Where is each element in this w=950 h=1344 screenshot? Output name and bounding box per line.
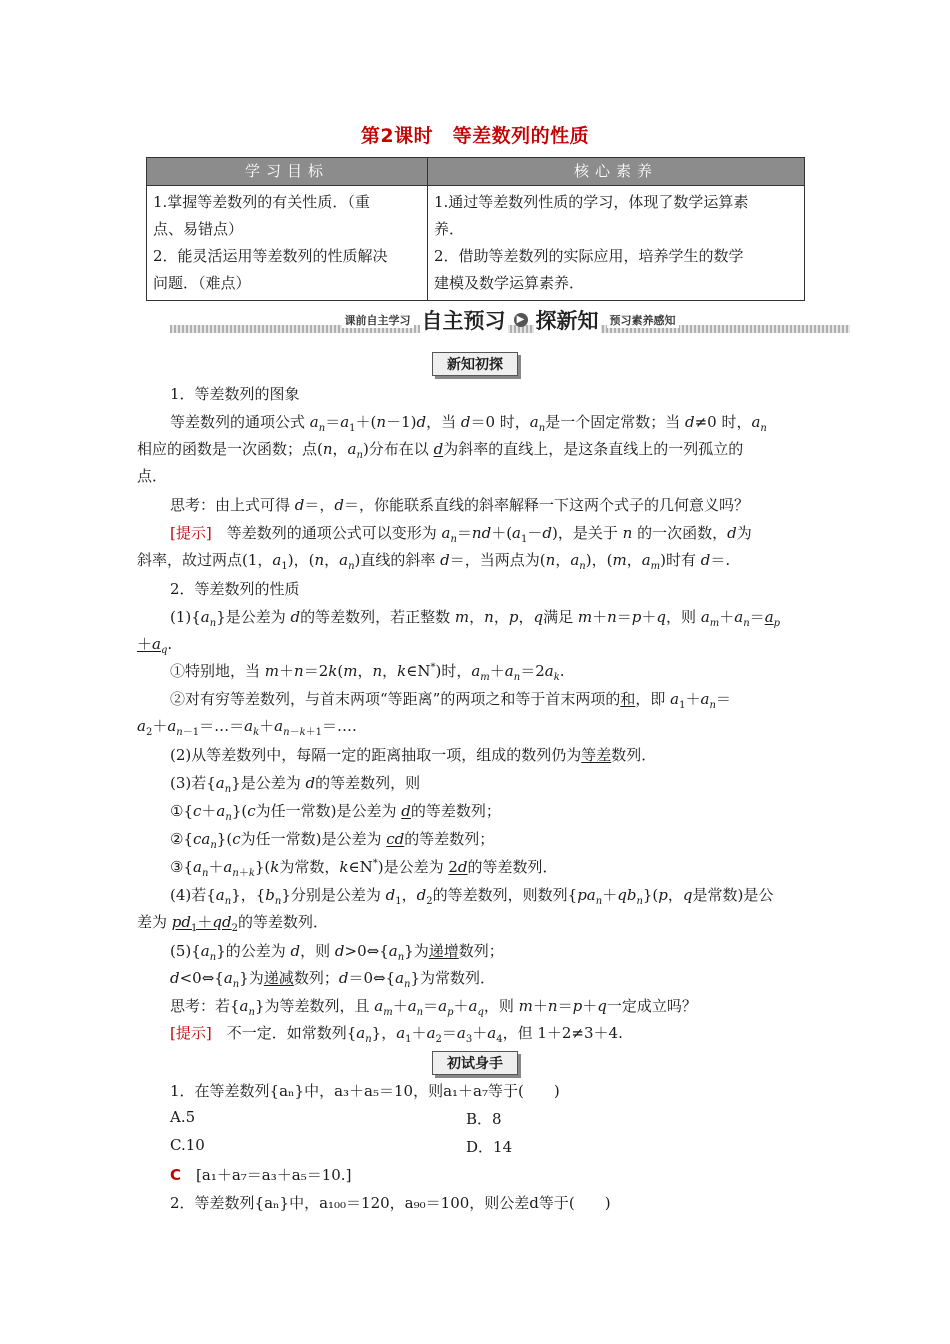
answer-line (170, 1164, 850, 1185)
paragraph: $(1)\{a_n\}$是公差为 d的等差数列，若正整数 m，n，p，q满足 m＋n＝p＋q，则 $a_m+a_n=a_p$ (170, 608, 781, 629)
section1-title: 1．等差数列的图象 (170, 385, 300, 403)
paragraph: 斜率，故过两点(1，$a_1$)，(n，$a_n$)直线的斜率 d＝，当两点为(n，$a_n$)，(m，$a_m$)时有 d＝. (137, 551, 731, 572)
paragraph: 相应的函数是一次函数；点(n，$a_n$)分布在以 d为斜率的直线上，是这条直线上的一列孤立的 (137, 440, 744, 461)
paragraph: $③\{a_n+a_{n+k}\}(k$为常数，k∈N*)是公差为 2d的等差数列． (170, 858, 558, 879)
goals-right-line: 2．借助等差数列的实际应用，培养学生的数学 (434, 247, 744, 265)
tag-new-knowledge-label: 新知初探 (432, 352, 518, 376)
hint-line: [提示] 等差数列的通项公式可以变形为 $a_n=nd+(a_1-d)$，是关于 n 的一次函数，d为 (170, 524, 752, 545)
paragraph: ②对有穷等差数列，与首末两项“等距离”的两项之和等于首末两项的和，即 $a_1+a_n=$ (170, 690, 731, 711)
goals-left-cell (147, 186, 428, 301)
paragraph: $a_2+a_{n-1}=\dots=a_k+a_{n-k+1}=\dots$. (137, 717, 357, 738)
banner-big-left: 自主预习 (420, 305, 508, 335)
paragraph: $②\{ca_n\}(c$为任一常数)是公差为 cd的等差数列； (170, 830, 495, 851)
hint-label: [提示] (170, 524, 212, 542)
goals-left-line: 点、易错点） (153, 220, 244, 238)
option-c: C.10 (170, 1136, 205, 1154)
goals-right-cell (428, 186, 805, 301)
option-a: A.5 (170, 1108, 196, 1126)
think-line: 思考：若$\{a_n\}$为等差数列，且 $a_m+a_n=a_p+a_q$，则 m＋n＝p＋q一定成立吗？ (170, 997, 697, 1018)
banner-left-small: 课前自主学习 (342, 312, 414, 328)
tag-new-knowledge (0, 352, 950, 376)
paragraph: 差为 $pd_1+qd_2$的等差数列． (137, 913, 328, 934)
banner-big-right: 探新知 (534, 305, 601, 335)
think-prefix: 思考：由上式可得 (170, 496, 291, 514)
goals-right-line: 1.通过等差数列性质的学习，体现了数学运算素 (434, 193, 749, 211)
paragraph: (4)若$\{a_n\}$，$\{b_n\}$分别是公差为 $d_1$，$d_2$的等差数列，则数列$\{pa_n+qb_n\}(p$，q是常数)是公 (170, 886, 774, 907)
think-line: 思考：由上式可得 d＝，d＝，你能联系直线的斜率解释一下这两个式子的几何意义吗？ (170, 496, 750, 514)
section-banner (170, 305, 850, 335)
paragraph: $+a_q$. (137, 635, 173, 656)
option-b: B．8 (466, 1110, 502, 1128)
paragraph: 点． (137, 467, 168, 485)
tag-try-label: 初试身手 (432, 1051, 518, 1075)
page-title: 第2课时 等差数列的性质 (360, 125, 590, 147)
arrow-icon: ▶ (514, 313, 528, 327)
answer-solution: [a₁＋a₇＝a₃＋a₅＝10.] (196, 1166, 352, 1184)
section2-title: 2．等差数列的性质 (170, 580, 300, 598)
paragraph: ①特别地，当 m＋n＝2k(m，n，k∈N*)时，$a_m+a_n=2a_k$. (170, 662, 565, 683)
paragraph: 等差数列的通项公式 $a_n=a_1+(n-1)d$，当 d＝0 时，$a_n$是一个固定常数；当 d≠0 时，$a_n$ (170, 413, 767, 434)
goals-right-line: 养． (434, 220, 465, 238)
goals-left-line: 2．能灵活运用等差数列的性质解决 (153, 247, 388, 265)
paragraph: (3)若$\{a_n\}$是公差为 d的等差数列，则 (170, 774, 421, 795)
paragraph: (2)从等差数列中，每隔一定的距离抽取一项，组成的数列仍为等差数列． (170, 746, 657, 764)
hint-line: [提示] 不一定．如常数列$\{a_n\}$，$a_1+a_2=a_3+a_4$，但 1＋2≠3＋4. (170, 1024, 623, 1045)
banner-right-small: 预习素养感知 (607, 312, 679, 328)
paragraph: $d<0\Leftrightarrow\{a_n\}$为递减数列；$d=0\Leftrightarrow\{a_n\}$为常数列． (170, 969, 496, 990)
goals-right-line: 建模及数学运算素养． (434, 274, 585, 292)
goals-header-left: 学习目标 (147, 158, 428, 186)
option-d: D．14 (466, 1138, 513, 1156)
question-1: 1．在等差数列{aₙ}中，a₃＋a₅＝10，则a₁＋a₇等于( ) (170, 1082, 560, 1100)
goals-table (146, 157, 805, 301)
goals-left-line: 问题．（难点） (153, 274, 251, 292)
goals-left-line: 1.掌握等差数列的有关性质．（重 (153, 193, 370, 211)
question-2: 2．等差数列{aₙ}中，a₁₀₀＝120，a₉₀＝100，则公差d等于( ) (170, 1194, 611, 1212)
hint-label: [提示] (170, 1024, 212, 1042)
paragraph: $①\{c+a_n\}(c$为任一常数)是公差为 d的等差数列； (170, 802, 501, 823)
tag-try (0, 1051, 950, 1075)
paragraph: $(5)\{a_n\}$的公差为 d，则 $d>0\Leftrightarrow\{a_n\}$为递增数列； (170, 942, 504, 963)
goals-header-right: 核心素养 (428, 158, 805, 186)
answer-letter: C (170, 1166, 182, 1184)
